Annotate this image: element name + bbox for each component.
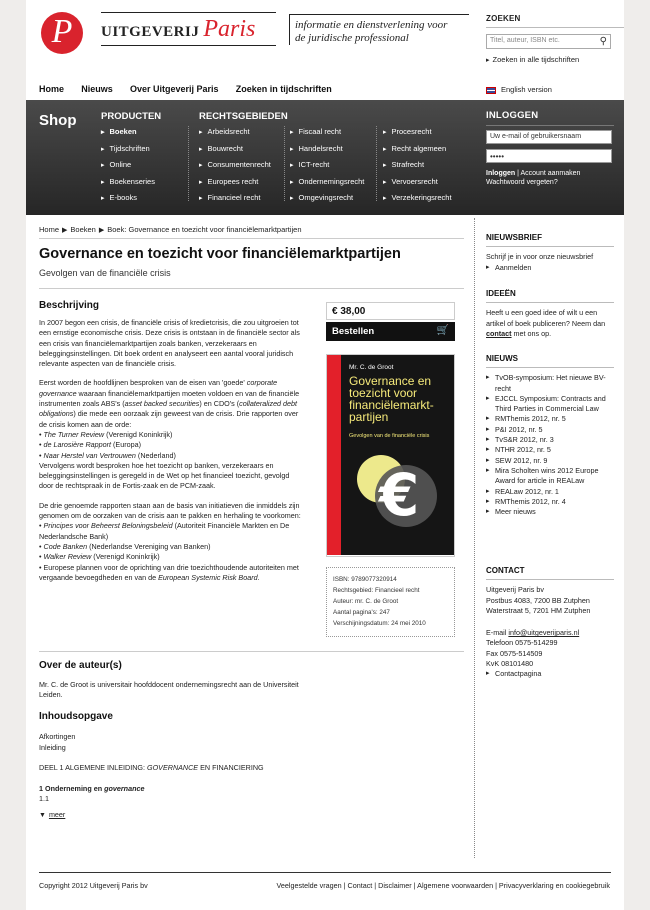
uk-flag-icon [486,87,496,94]
toc-text [39,732,339,821]
newsletter-title: NIEUWSBRIEF [486,233,614,247]
footer-links[interactable]: Veelgestelde vragen | Contact | Disclaimer | Algemene voorwaarden | Privacyverklaring en cookiegebruik [276,881,610,890]
username-input[interactable]: Uw e-mail of gebruikersnaam [486,130,612,144]
order-button[interactable] [326,322,455,341]
login-divider [486,125,614,126]
menu-online[interactable]: ▸ Online [101,159,155,176]
breadcrumb-books[interactable]: Boeken [70,225,96,234]
meta-area: Rechtsgebied: Financieel recht [333,587,420,594]
description-paragraph: De drie genoemde rapporten staan aan de basis van initiatieven die inmiddels zijn genomen om de oorzaken van de crisis aan te pakken en herhaling te voorkomen: • Principes voor Beheerst Beloningsbeleid (Autoriteit Financiële Markten en De Nederlandsche Bank) • Code Banken (Nederlandse Vereniging van Banken) • Walker Review (Verenigd Koninkrijk) • Europese plannen voor de oprichting van drie toezichthoudende autoriteiten met vergaande bevoegdheden en van de European Systemic Risk Board. [39,500,301,582]
brand[interactable] [101,16,276,46]
search-divider [486,27,624,28]
description-paragraph: In 2007 begon een crisis, de financiële crisis of kredietcrisis, die zou uitgroeien tot een ernstige economische crisis. Deze crisis is ontstaan in de financiële sector als een crisis van financiëlemarktpartijen zoals banken, verzekeraars en beleggingsinstellingen. Dit boek ordent en analyseert een aantal vooral juridisch relevante aspecten van de financiële crisis. [39,318,300,369]
menu-journals[interactable]: ▸ Tijdschriften [101,143,155,160]
search-title: ZOEKEN [486,14,521,23]
news-item[interactable]: ▸ RMThemis 2012, nr. 5 [486,414,614,424]
news-item[interactable]: ▸ EJCCL Symposium: Contracts and Third Parties in Commercial Law [486,394,614,415]
nav-home[interactable]: Home [39,84,65,94]
divider [39,238,464,239]
register-link[interactable]: Account aanmaken [520,170,581,177]
toc-more[interactable] [39,810,339,822]
contact-email: E-mail info@uitgeverijparis.nl [486,628,580,638]
law-areas-col-1 [199,126,271,209]
divider [39,288,464,289]
menu-law-item[interactable]: ▸ Strafrecht [383,159,452,176]
author-text: Mr. C. de Groot is universitair hoofddocent ondernemingsrecht aan de Universiteit Leiden. [39,680,299,699]
news-item[interactable]: ▸ TvS&R 2012, nr. 3 [486,435,614,445]
menu-divider [188,126,189,201]
search-placeholder: Titel, auteur, ISBN etc. [490,37,560,44]
ideas-title: IDEEËN [486,289,614,303]
toc-line: 1.1 [39,794,49,803]
shop-band [26,100,624,215]
euro-icon: € [379,461,420,529]
menu-bookseries[interactable]: ▸ Boekenseries [101,176,155,193]
news-item[interactable]: ▸ TvOB-symposium: Het nieuwe BV-recht [486,373,614,394]
book-metadata [326,567,455,637]
login-link[interactable]: Inloggen [486,170,516,177]
login-title: INLOGGEN [486,110,539,121]
menu-law-item[interactable]: ▸ Verzekeringsrecht [383,192,452,209]
sidebar-divider [474,218,475,858]
nav-news[interactable]: Nieuws [81,84,113,94]
breadcrumb-home[interactable]: Home [39,225,60,234]
order-button-label: Bestellen [332,326,375,337]
breadcrumb [39,225,302,234]
chevron-down-icon: ▼ [39,811,46,819]
logo-icon[interactable]: P [41,12,83,54]
tagline [289,14,469,45]
menu-law-item[interactable]: ▸ Handelsrecht [290,143,364,160]
news-item[interactable]: ▸ NTHR 2012, nr. 5 [486,445,614,455]
language-switch[interactable] [486,85,552,94]
search-all-link[interactable]: ▸ Zoeken in alle tijdschriften [486,55,624,64]
contact-page-link[interactable]: ▸ Contactpagina [486,669,614,679]
tagline-line-1: informatie en dienstverlening voor [295,19,448,31]
menu-law-item[interactable]: ▸ Recht algemeen [383,143,452,160]
news-item[interactable]: ▸ Mira Scholten wins 2012 Europe Award for article in REALaw [486,466,614,487]
news-item[interactable]: ▸ REALaw 2012, nr. 1 [486,487,614,497]
toc-heading: Inhoudsopgave [39,711,113,722]
meta-pages: Aantal pagina's: 247 [333,609,390,616]
law-areas-col-2 [290,126,364,209]
menu-books[interactable]: ▸ Boeken [101,126,155,143]
more-news-link[interactable]: ▸ Meer nieuws [486,507,614,517]
menu-law-item[interactable]: ▸ Arbeidsrecht [199,126,271,143]
news-item[interactable]: ▸ RMThemis 2012, nr. 4 [486,497,614,507]
menu-divider [376,126,377,201]
news-panel [486,354,614,517]
contact-title: CONTACT [486,566,614,580]
contact-phone: Telefoon 0575-514299 [486,638,558,648]
menu-law-item[interactable]: ▸ Vervoersrecht [383,176,452,193]
top-navigation [39,84,347,94]
forgot-password-link[interactable]: Wachtwoord vergeten? [486,179,558,186]
login-link-divider: | [515,170,521,177]
brand-city: Paris [203,16,256,42]
description-heading: Beschrijving [39,300,100,311]
menu-law-item[interactable]: ▸ Procesrecht [383,126,452,143]
chevron-right-icon: ▶ [62,227,68,234]
description-text [39,318,304,592]
law-areas-title: RECHTSGEBIEDEN [199,111,288,122]
menu-law-item[interactable]: ▸ Fiscaal recht [290,126,364,143]
tagline-line-2: de juridische professional [295,32,409,44]
contact-panel [486,566,614,680]
cover-author: Mr. C. de Groot [349,364,394,371]
nav-search-journals[interactable]: Zoeken in tijdschriften [235,84,332,94]
footer-copyright: Copyright 2012 Uitgeverij Paris bv [39,881,148,890]
newsletter-text: Schrijf je in voor onze nieuwsbrief [486,252,594,262]
cover-subtitle: Gevolgen van de financiële crisis [349,433,430,439]
search-input[interactable] [486,34,611,49]
toc-line: 1 Onderneming en governance [39,783,145,793]
page-subtitle: Gevolgen van de financiële crisis [39,268,171,278]
meta-date: Verschijningsdatum: 24 mei 2010 [333,620,426,627]
contact-fax: Fax 0575-514509 [486,648,543,658]
page-title: Governance en toezicht voor financiëlemarktpartijen [39,246,401,262]
chevron-right-icon: ▶ [98,227,105,234]
shop-label: Shop [39,112,77,129]
search-icon[interactable]: ⚲ [599,36,607,47]
password-input[interactable]: ••••• [486,149,612,163]
author-heading: Over de auteur(s) [39,660,122,671]
login-links [486,170,614,177]
menu-law-item[interactable]: ▸ Ondernemingsrecht [290,176,364,193]
products-menu [101,126,155,209]
contact-line: Uitgeverij Paris bv [486,585,544,595]
contact-link[interactable]: contact [486,328,512,338]
menu-law-item[interactable]: ▸ ICT-recht [290,159,364,176]
menu-law-item[interactable]: ▸ Financieel recht [199,192,271,209]
menu-law-item[interactable]: ▸ Bouwrecht [199,143,271,160]
language-label: English version [501,85,552,94]
meta-isbn: ISBN: 9789077320914 [333,576,397,583]
menu-law-item[interactable]: ▸ Omgevingsrecht [290,192,364,209]
law-areas-col-3 [383,126,452,209]
newsletter-signup-link[interactable]: ▸ Aanmelden [486,263,614,273]
news-title: NIEUWS [486,354,614,368]
menu-divider [284,126,285,201]
menu-law-item[interactable]: ▸ Consumentenrecht [199,159,271,176]
products-title: PRODUCTEN [101,111,162,122]
contact-kvk: KvK 08101480 [486,659,534,669]
toc-more-link[interactable]: meer [48,809,66,819]
ideas-text: Heeft u een goed idee of wilt u een artikel of boek publiceren? Neem dan contact met ons op. [486,308,606,338]
email-link[interactable]: info@uitgeverijparis.nl [508,628,580,638]
page [26,0,624,910]
footer-divider [39,872,611,873]
cart-icon: 🛒 [436,325,449,336]
divider [39,651,464,652]
login-panel [486,110,614,186]
nav-about[interactable]: Over Uitgeverij Paris [130,84,219,94]
toc-line: Afkortingen [39,732,76,741]
newsletter-panel [486,233,614,273]
contact-line: Postbus 4083, 7200 BB Zutphen [486,595,590,605]
brand-name: UITGEVERIJ [101,24,200,40]
brand-rule [101,12,276,13]
cover-title: Governance en toezicht voor financiëlemarkt-partijen [349,374,434,424]
contact-line: Waterstraat 5, 7201 HM Zutphen [486,605,591,615]
book-cover[interactable] [326,354,455,557]
toc-line: Inleiding [39,742,66,752]
news-item[interactable]: ▸ SEW 2012, nr. 9 [486,456,614,466]
menu-ebooks[interactable]: ▸ E-books [101,192,155,209]
description-paragraph: Eerst worden de hoofdlijnen besproken van de eisen van 'goede' corporate governance waaraan financiëlemarktpartijen moeten voldoen en van de financiële instrumenten zoals ABS's (asset backed securities) en CDO's (collateralized debt obligations) die mede een oorzaak zijn geweest van de crisis. Drie rapporten over de crisis komen aan de orde: • The Turner Review (Verenigd Koninkrijk) • de Larosière Rapport (Europa) • Naar Herstel van Vertrouwen (Nederland) Vervolgens wordt besproken hoe het toezicht op banken, verzekeraars en beleggingsinstellingen is geregeld in de Wet op het financieel toezicht, gevolgd door de rechtspraak in de Fortis-zaak en de PCM-zaak. [39,378,300,491]
breadcrumb-current: Boek: Governance en toezicht voor financiëlemarktpartijen [107,225,302,234]
menu-law-item[interactable]: ▸ Europees recht [199,176,271,193]
price: € 38,00 [326,302,455,320]
toc-line: DEEL 1 ALGEMENE INLEIDING: GOVERNANCE EN FINANCIERING [39,763,264,772]
meta-author: Auteur: mr. C. de Groot [333,598,399,605]
news-item[interactable]: ▸ P&I 2012, nr. 5 [486,425,614,435]
search-panel [486,14,624,64]
ideas-panel [486,289,614,339]
